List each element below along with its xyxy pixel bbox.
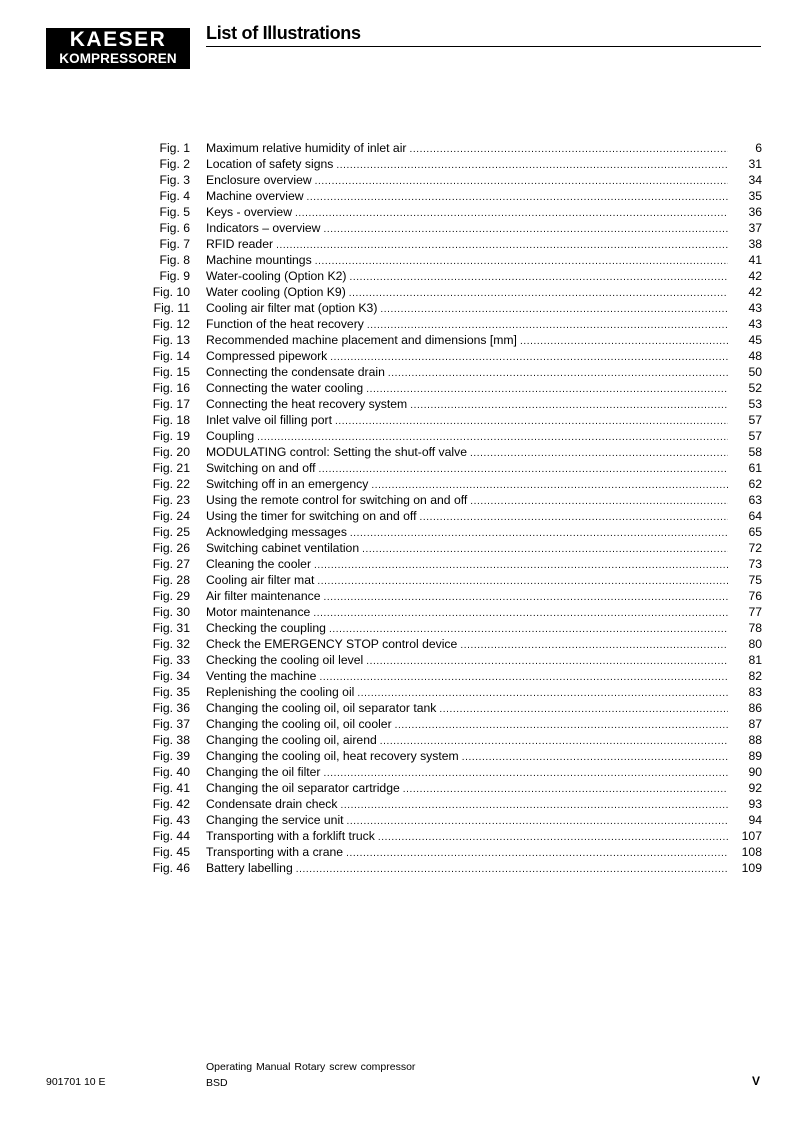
page-number: 52 [748, 381, 762, 395]
page-number: 38 [748, 237, 762, 251]
figure-number: Fig. 24 [152, 509, 190, 523]
figure-title: Connecting the water cooling [206, 381, 364, 395]
figure-title: Cooling air filter mat [206, 573, 315, 587]
page-number: 92 [748, 781, 762, 795]
page-number: 94 [748, 813, 762, 827]
page-number: 37 [748, 221, 762, 235]
page-number: 87 [748, 717, 762, 731]
toc-entry[interactable] [140, 556, 762, 572]
figure-number: Fig. 11 [153, 301, 190, 315]
figure-number: Fig. 40 [152, 765, 190, 779]
page-title: List of Illustrations [206, 23, 361, 43]
figure-number: Fig. 32 [152, 637, 190, 651]
figure-number: Fig. 39 [152, 749, 190, 763]
page-number: 72 [748, 541, 762, 555]
toc-entry[interactable] [140, 700, 762, 716]
figure-number: Fig. 13 [152, 333, 190, 347]
figure-number: Fig. 12 [152, 317, 190, 331]
figure-number: Fig. 1 [159, 141, 190, 155]
page-number: 48 [748, 349, 762, 363]
page-number: 76 [748, 589, 762, 603]
figure-number: Fig. 7 [159, 237, 190, 251]
toc-entry[interactable] [140, 460, 762, 476]
figure-title: Venting the machine [206, 669, 317, 683]
figure-title: Function of the heat recovery [206, 317, 364, 331]
figure-title: Machine mountings [206, 253, 312, 267]
figure-number: Fig. 43 [152, 813, 190, 827]
figure-title: Motor maintenance [206, 605, 311, 619]
page-number: 35 [748, 189, 762, 203]
toc-entry[interactable] [140, 444, 762, 460]
figure-title: Water-cooling (Option K2) [206, 269, 347, 283]
toc-entry[interactable] [140, 588, 762, 604]
page-number: 109 [741, 861, 762, 875]
toc-entry[interactable] [140, 268, 762, 284]
toc-entry[interactable] [140, 652, 762, 668]
dot-leader [296, 862, 728, 878]
figure-title: Using the remote control for switching on and off [206, 493, 468, 507]
page-number: 6 [755, 141, 762, 155]
toc-entry[interactable] [140, 828, 762, 844]
figure-title: RFID reader [206, 237, 274, 251]
toc-entry[interactable] [140, 796, 762, 812]
toc-entry[interactable] [140, 492, 762, 508]
figure-number: Fig. 2 [159, 157, 190, 171]
page-number: 41 [748, 253, 762, 267]
page-number: 107 [741, 829, 762, 843]
figure-number: Fig. 45 [152, 845, 190, 859]
page-number: 61 [748, 461, 762, 475]
figure-number: Fig. 21 [152, 461, 190, 475]
figure-number: Fig. 31 [152, 621, 190, 635]
figure-title: Changing the cooling oil, oil separator tank [206, 701, 437, 715]
figure-title: Connecting the condensate drain [206, 365, 385, 379]
toc-entry[interactable] [140, 428, 762, 444]
figure-title: Compressed pipework [206, 349, 328, 363]
figure-number: Fig. 46 [152, 861, 190, 875]
figure-number: Fig. 28 [152, 573, 190, 587]
figure-number: Fig. 34 [152, 669, 190, 683]
page-number: 57 [748, 413, 762, 427]
page-number: 58 [748, 445, 762, 459]
page-number: 82 [748, 669, 762, 683]
figure-title: Enclosure overview [206, 173, 312, 187]
toc-entry[interactable] [140, 364, 762, 380]
toc-entry[interactable] [140, 188, 762, 204]
figure-title: Switching on and off [206, 461, 316, 475]
figure-title: Recommended machine placement and dimensions [mm] [206, 333, 517, 347]
toc-entry[interactable] [140, 300, 762, 316]
toc-entry[interactable] [140, 764, 762, 780]
toc-entry[interactable] [140, 156, 762, 172]
figure-title: Keys - overview [206, 205, 293, 219]
figure-title: Transporting with a crane [206, 845, 344, 859]
figure-number: Fig. 42 [152, 797, 190, 811]
page-number: 50 [748, 365, 762, 379]
figure-number: Fig. 33 [152, 653, 190, 667]
figure-title: Coupling [206, 429, 255, 443]
figure-title: Cleaning the cooler [206, 557, 312, 571]
figure-number: Fig. 26 [152, 541, 190, 555]
figure-number: Fig. 38 [152, 733, 190, 747]
toc-entry[interactable] [140, 220, 762, 236]
figure-title: Changing the oil separator cartridge [206, 781, 400, 795]
page-number: 31 [748, 157, 762, 171]
page-number: 75 [748, 573, 762, 587]
figure-title: Cooling air filter mat (option K3) [206, 301, 378, 315]
toc-entry[interactable] [140, 172, 762, 188]
figure-title: Inlet valve oil filling port [206, 413, 332, 427]
figure-title: Changing the oil filter [206, 765, 321, 779]
footer-page-number: V [752, 1074, 761, 1088]
figure-title: Connecting the heat recovery system [206, 397, 408, 411]
figure-title: Water cooling (Option K9) [206, 285, 346, 299]
figure-title: Changing the service unit [206, 813, 344, 827]
figure-number: Fig. 19 [152, 429, 190, 443]
page-number: 73 [748, 557, 762, 571]
figure-title: Acknowledging messages [206, 525, 347, 539]
page-number: 81 [748, 653, 762, 667]
toc-entry-line [206, 860, 762, 878]
figure-number: Fig. 3 [159, 173, 190, 187]
toc-entry[interactable] [140, 572, 762, 588]
figure-number: Fig. 41 [152, 781, 190, 795]
figure-title: Indicators – overview [206, 221, 321, 235]
figure-number: Fig. 30 [152, 605, 190, 619]
toc-entry[interactable] [140, 780, 762, 796]
toc-entry[interactable] [140, 316, 762, 332]
figure-number: Fig. 16 [152, 381, 190, 395]
figure-number: Fig. 44 [152, 829, 190, 843]
figure-number: Fig. 35 [152, 685, 190, 699]
figure-number: Fig. 25 [152, 525, 190, 539]
toc-entry[interactable] [140, 204, 762, 220]
footer-model: BSD [206, 1077, 228, 1089]
toc-entry[interactable] [140, 860, 762, 876]
figure-number: Fig. 18 [152, 413, 190, 427]
figure-title: Switching off in an emergency [206, 477, 369, 491]
figure-number: Fig. 15 [152, 365, 190, 379]
figure-number: Fig. 17 [152, 397, 190, 411]
page-number: 78 [748, 621, 762, 635]
page-number: 43 [748, 317, 762, 331]
figure-number: Fig. 22 [152, 477, 190, 491]
figure-title: Checking the coupling [206, 621, 326, 635]
figure-number: Fig. 6 [159, 221, 190, 235]
toc-entry[interactable] [140, 284, 762, 300]
page-number: 80 [748, 637, 762, 651]
toc-entry[interactable] [140, 140, 762, 156]
toc-entry[interactable] [140, 476, 762, 492]
figure-title: Replenishing the cooling oil [206, 685, 355, 699]
toc-entry[interactable] [140, 348, 762, 364]
page-number: 34 [748, 173, 762, 187]
toc-entry[interactable] [140, 412, 762, 428]
figure-number: Fig. 37 [152, 717, 190, 731]
footer-manual-type: Operating Manual Rotary screw compressor [206, 1061, 416, 1073]
figure-title: Changing the cooling oil, airend [206, 733, 377, 747]
kaeser-logo [46, 28, 190, 69]
title-divider [206, 46, 761, 47]
toc-entry[interactable] [140, 668, 762, 684]
page-number: 57 [748, 429, 762, 443]
figure-title: Battery labelling [206, 861, 293, 875]
page-number: 83 [748, 685, 762, 699]
toc-entry[interactable] [140, 636, 762, 652]
page-number: 77 [748, 605, 762, 619]
figure-number: Fig. 10 [152, 285, 190, 299]
figure-number: Fig. 29 [152, 589, 190, 603]
footer-doc-number: 901701 10 E [46, 1076, 106, 1088]
figure-number: Fig. 8 [159, 253, 190, 267]
figure-number: Fig. 4 [159, 189, 190, 203]
page-number: 93 [748, 797, 762, 811]
page-number: 86 [748, 701, 762, 715]
toc-entry[interactable] [140, 604, 762, 620]
page-number: 42 [748, 285, 762, 299]
toc-entry[interactable] [140, 396, 762, 412]
page-number: 43 [748, 301, 762, 315]
figure-title: Air filter maintenance [206, 589, 321, 603]
logo-top-text: KAESER [69, 28, 167, 51]
page-number: 63 [748, 493, 762, 507]
figure-title: Changing the cooling oil, heat recovery system [206, 749, 459, 763]
page-number: 53 [748, 397, 762, 411]
page-number: 64 [748, 509, 762, 523]
toc-entry[interactable] [140, 812, 762, 828]
toc-entry[interactable] [140, 684, 762, 700]
toc-entry[interactable] [140, 252, 762, 268]
illustration-list [140, 140, 762, 876]
figure-title: Maximum relative humidity of inlet air [206, 141, 407, 155]
figure-number: Fig. 23 [152, 493, 190, 507]
page-number: 42 [748, 269, 762, 283]
toc-entry[interactable] [140, 732, 762, 748]
figure-number: Fig. 5 [159, 205, 190, 219]
figure-number: Fig. 36 [152, 701, 190, 715]
page-number: 108 [741, 845, 762, 859]
toc-entry[interactable] [140, 332, 762, 348]
figure-number: Fig. 14 [152, 349, 190, 363]
figure-number: Fig. 27 [152, 557, 190, 571]
page-number: 88 [748, 733, 762, 747]
figure-title: Machine overview [206, 189, 304, 203]
figure-title: Condensate drain check [206, 797, 338, 811]
toc-entry[interactable] [140, 236, 762, 252]
figure-number: Fig. 9 [159, 269, 190, 283]
toc-entry[interactable] [140, 716, 762, 732]
toc-entry[interactable] [140, 844, 762, 860]
toc-entry[interactable] [140, 540, 762, 556]
figure-number: Fig. 20 [152, 445, 190, 459]
figure-title: Location of safety signs [206, 157, 334, 171]
figure-title: Check the EMERGENCY STOP control device [206, 637, 458, 651]
figure-title: Changing the cooling oil, oil cooler [206, 717, 392, 731]
figure-title: MODULATING control: Setting the shut-off valve [206, 445, 468, 459]
logo-bottom-text: KOMPRESSOREN [59, 51, 177, 66]
page-number: 65 [748, 525, 762, 539]
page-number: 62 [748, 477, 762, 491]
toc-entry[interactable] [140, 748, 762, 764]
figure-title: Switching cabinet ventilation [206, 541, 360, 555]
page-number: 89 [748, 749, 762, 763]
toc-entry[interactable] [140, 620, 762, 636]
page-number: 90 [748, 765, 762, 779]
figure-title: Transporting with a forklift truck [206, 829, 375, 843]
toc-entry[interactable] [140, 380, 762, 396]
page-number: 45 [748, 333, 762, 347]
toc-entry[interactable] [140, 524, 762, 540]
figure-title: Using the timer for switching on and off [206, 509, 417, 523]
toc-entry[interactable] [140, 508, 762, 524]
figure-title: Checking the cooling oil level [206, 653, 364, 667]
page-number: 36 [748, 205, 762, 219]
